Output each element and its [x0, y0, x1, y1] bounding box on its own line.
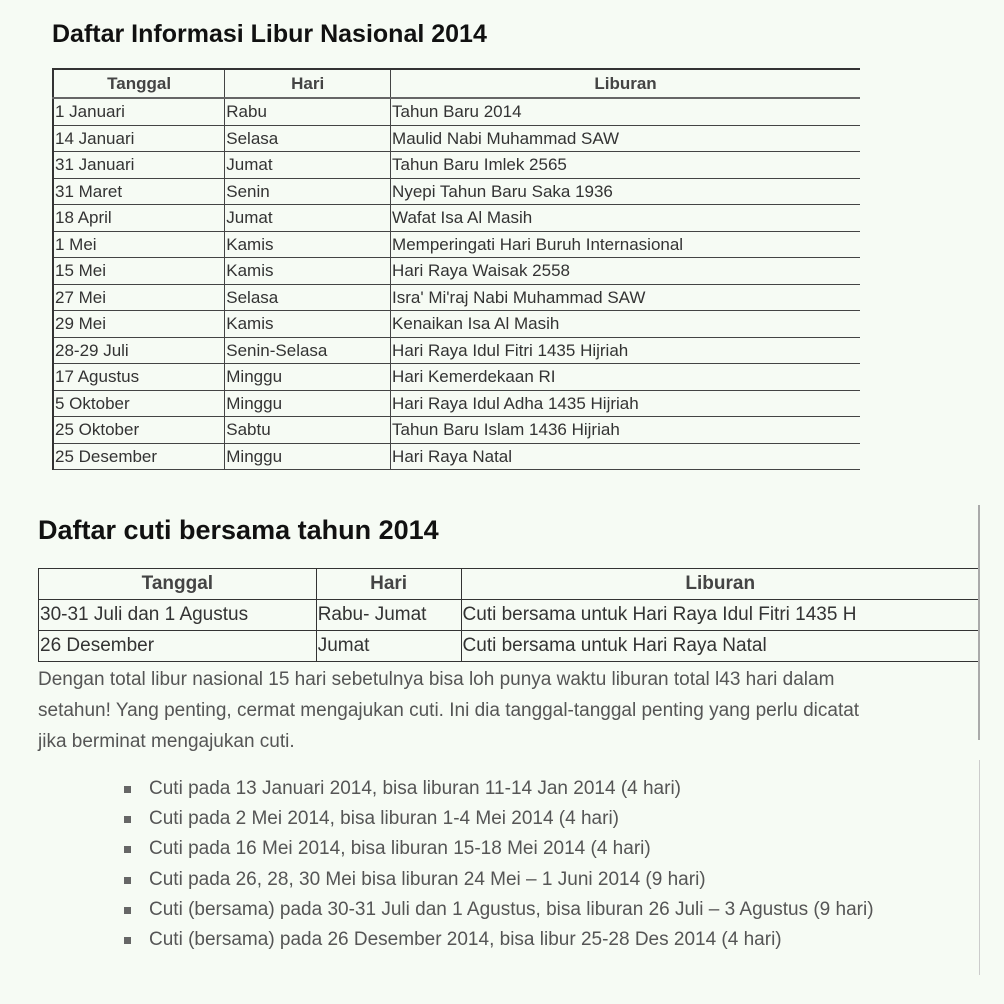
cell-liburan: Hari Raya Idul Fitri 1435 Hijriah: [391, 337, 860, 364]
national-holiday-table: [52, 68, 860, 470]
cell-liburan: Isra' Mi'raj Nabi Muhammad SAW: [391, 284, 860, 311]
table-row: [53, 284, 860, 311]
bullet-icon: [124, 786, 131, 793]
tip-text: Cuti pada 16 Mei 2014, bisa liburan 15-18 Mei 2014 (4 hari): [149, 838, 651, 860]
list-item: [124, 895, 874, 925]
table-row: [53, 417, 860, 444]
cell-tanggal: 25 Oktober: [53, 417, 225, 444]
tip-text: Cuti (bersama) pada 30-31 Juli dan 1 Agustus, bisa liburan 26 Juli – 3 Agustus (9 hari): [149, 898, 874, 920]
cell-tanggal: 1 Januari: [53, 98, 225, 125]
leave-tips-list: [124, 774, 874, 955]
cell-hari: Rabu- Jumat: [316, 600, 461, 631]
cell-liburan: Hari Raya Waisak 2558: [391, 258, 860, 285]
list-item: [124, 774, 874, 804]
cell-liburan: Cuti bersama untuk Hari Raya Natal: [461, 631, 979, 662]
cell-tanggal: 17 Agustus: [53, 364, 225, 391]
leave-table-title: Daftar cuti bersama tahun 2014: [38, 515, 439, 545]
cell-tanggal: 26 Desember: [39, 631, 317, 662]
table-row: [53, 152, 860, 179]
table-row: [53, 390, 860, 417]
table-row: [53, 258, 860, 285]
header-liburan: Liburan: [391, 69, 860, 98]
cell-hari: Minggu: [225, 390, 391, 417]
table-row: [53, 443, 860, 470]
paragraph-line: Dengan total libur nasional 15 hari sebetulnya bisa loh punya waktu liburan total l43 hari dalam: [38, 669, 835, 690]
cell-liburan: Cuti bersama untuk Hari Raya Idul Fitri 1435 H: [461, 600, 979, 631]
table-row: [53, 178, 860, 205]
cell-tanggal: 29 Mei: [53, 311, 225, 338]
paragraph-line: setahun! Yang penting, cermat mengajukan cuti. Ini dia tanggal-tanggal penting yang perlu dicatat: [38, 700, 860, 721]
paragraph-line: jika berminat mengajukan cuti.: [38, 731, 295, 752]
cell-hari: Senin: [225, 178, 391, 205]
tip-text: Cuti pada 26, 28, 30 Mei bisa liburan 24 Mei – 1 Juni 2014 (9 hari): [149, 868, 706, 890]
cell-hari: Minggu: [225, 364, 391, 391]
table-row: [39, 600, 980, 631]
cell-tanggal: 15 Mei: [53, 258, 225, 285]
bullet-icon: [124, 846, 131, 853]
intro-paragraph: [38, 664, 968, 757]
cell-tanggal: 5 Oktober: [53, 390, 225, 417]
cell-liburan: Hari Raya Natal: [391, 443, 860, 470]
leave-table-body: [39, 600, 980, 662]
cell-hari: Sabtu: [225, 417, 391, 444]
cell-hari: Kamis: [225, 258, 391, 285]
cell-liburan: Hari Raya Idul Adha 1435 Hijriah: [391, 390, 860, 417]
table-row: [53, 231, 860, 258]
cell-hari: Jumat: [316, 631, 461, 662]
header-hari: Hari: [225, 69, 391, 98]
table-row: [53, 337, 860, 364]
cell-tanggal: 30-31 Juli dan 1 Agustus: [39, 600, 317, 631]
table-row: [53, 311, 860, 338]
header-liburan: Liburan: [461, 569, 979, 600]
cell-liburan: Tahun Baru Imlek 2565: [391, 152, 860, 179]
list-item: [124, 865, 874, 895]
page-edge-divider: [978, 505, 980, 740]
header-tanggal: Tanggal: [53, 69, 225, 98]
list-item: [124, 925, 874, 955]
cell-liburan: Kenaikan Isa Al Masih: [391, 311, 860, 338]
tip-text: Cuti pada 2 Mei 2014, bisa liburan 1-4 Mei 2014 (4 hari): [149, 808, 619, 830]
holiday-table-body: [53, 98, 860, 470]
cell-tanggal: 14 Januari: [53, 125, 225, 152]
header-hari: Hari: [316, 569, 461, 600]
table-row: [53, 205, 860, 232]
tip-text: Cuti pada 13 Januari 2014, bisa liburan 11-14 Jan 2014 (4 hari): [149, 778, 681, 799]
cell-hari: Kamis: [225, 311, 391, 338]
cell-tanggal: 1 Mei: [53, 231, 225, 258]
cell-tanggal: 27 Mei: [53, 284, 225, 311]
list-item: [124, 834, 874, 864]
table-header-row: [39, 569, 980, 600]
tip-text: Cuti (bersama) pada 26 Desember 2014, bisa libur 25-28 Des 2014 (4 hari): [149, 928, 782, 950]
collective-leave-table: [38, 568, 980, 662]
cell-hari: Selasa: [225, 125, 391, 152]
bullet-icon: [124, 937, 131, 944]
cell-tanggal: 31 Maret: [53, 178, 225, 205]
cell-liburan: Nyepi Tahun Baru Saka 1936: [391, 178, 860, 205]
table-row: [53, 364, 860, 391]
cell-liburan: Wafat Isa Al Masih: [391, 205, 860, 232]
cell-hari: Kamis: [225, 231, 391, 258]
list-item: [124, 804, 874, 834]
page-edge-divider: [979, 760, 980, 975]
cell-tanggal: 28-29 Juli: [53, 337, 225, 364]
bullet-icon: [124, 907, 131, 914]
table-row: [53, 98, 860, 125]
cell-hari: Senin-Selasa: [225, 337, 391, 364]
cell-hari: Minggu: [225, 443, 391, 470]
cell-hari: Jumat: [225, 152, 391, 179]
cell-liburan: Tahun Baru 2014: [391, 98, 860, 125]
holiday-table-title: Daftar Informasi Libur Nasional 2014: [52, 20, 487, 48]
cell-hari: Selasa: [225, 284, 391, 311]
cell-tanggal: 25 Desember: [53, 443, 225, 470]
cell-tanggal: 31 Januari: [53, 152, 225, 179]
cell-liburan: Maulid Nabi Muhammad SAW: [391, 125, 860, 152]
cell-hari: Jumat: [225, 205, 391, 232]
cell-liburan: Hari Kemerdekaan RI: [391, 364, 860, 391]
header-tanggal: Tanggal: [39, 569, 317, 600]
table-header-row: [53, 69, 860, 98]
cell-liburan: Memperingati Hari Buruh Internasional: [391, 231, 860, 258]
table-row: [39, 631, 980, 662]
bullet-icon: [124, 877, 131, 884]
table-row: [53, 125, 860, 152]
cell-hari: Rabu: [225, 98, 391, 125]
cell-tanggal: 18 April: [53, 205, 225, 232]
bullet-icon: [124, 816, 131, 823]
cell-liburan: Tahun Baru Islam 1436 Hijriah: [391, 417, 860, 444]
